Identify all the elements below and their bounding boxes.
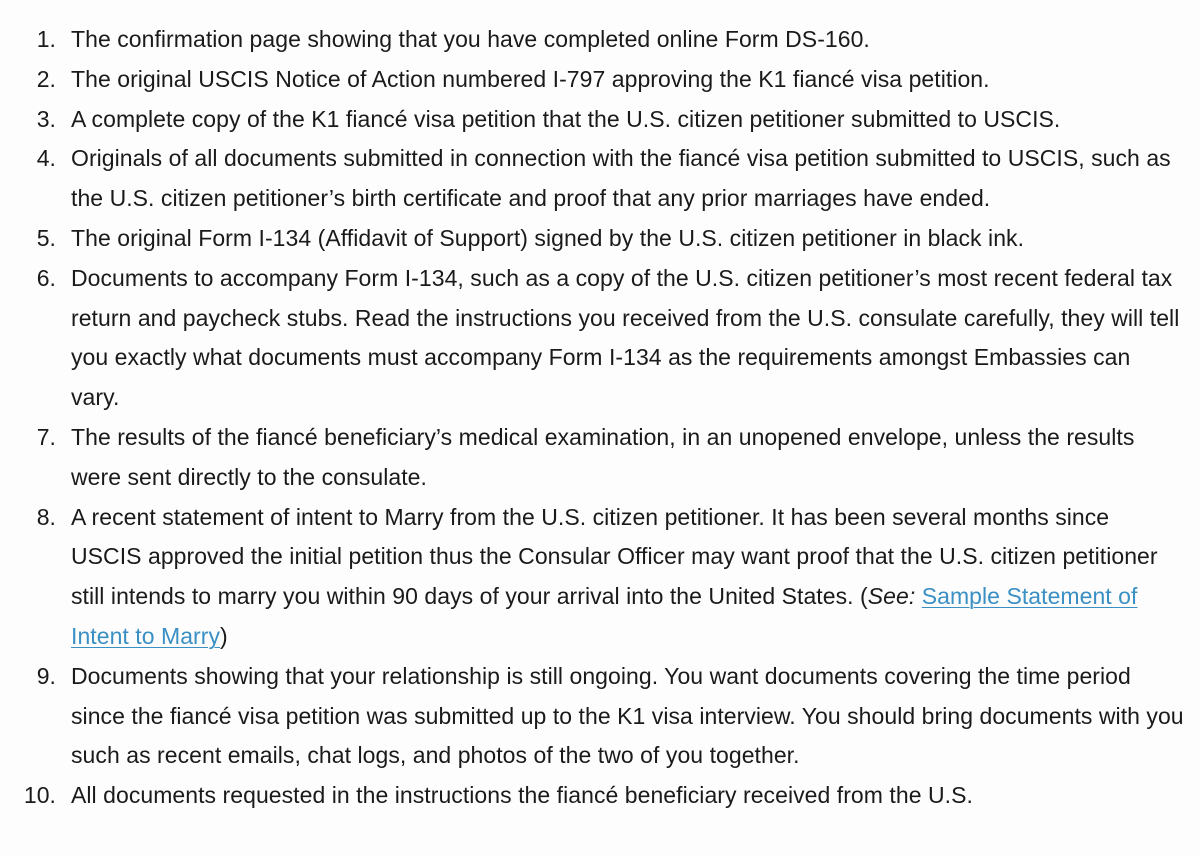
list-item-text: Documents to accompany Form I-134, such as a copy of the U.S. citizen petitioner’s most recent federal tax return and paycheck stubs. Read the instructions you received from the U.S. consulate carefully, they will tell you exactly what documents must accompany Form I-134 as the requirements amongst Embassies can vary.	[71, 264, 1180, 411]
list-item	[0, 259, 1200, 418]
list-item	[0, 219, 1200, 259]
sample-statement-link[interactable]: Sample Statement of Intent to Marry	[71, 583, 1138, 649]
list-item-number: 3.	[36, 105, 56, 132]
list-item-number: 8.	[36, 503, 56, 530]
list-item-text: All documents requested in the instructions the fiancé beneficiary received from the U.S.	[71, 782, 973, 809]
list-item	[0, 418, 1200, 498]
see-close-paren: )	[220, 622, 228, 649]
list-item-number: 7.	[36, 423, 56, 450]
list-item	[0, 657, 1200, 776]
list-item-number: 10.	[23, 782, 56, 809]
list-item-text: The results of the fiancé beneficiary’s medical examination, in an unopened envelope, unless the results were sent directly to the consulate.	[71, 423, 1135, 490]
list-item	[0, 498, 1200, 657]
list-item	[0, 139, 1200, 219]
list-item	[0, 60, 1200, 100]
see-open-paren: (	[860, 583, 868, 610]
list-item	[0, 776, 1200, 816]
list-item-number: 6.	[36, 264, 56, 291]
list-item-text: The original Form I-134 (Affidavit of Support) signed by the U.S. citizen petitioner in black ink.	[71, 224, 1025, 251]
list-item	[0, 100, 1200, 140]
list-item-text: The original USCIS Notice of Action numbered I-797 approving the K1 fiancé visa petition.	[71, 65, 990, 92]
document-list	[0, 20, 1200, 816]
list-item-number: 4.	[36, 145, 56, 172]
list-item-text: A complete copy of the K1 fiancé visa petition that the U.S. citizen petitioner submitted to USCIS.	[71, 105, 1061, 132]
list-item-number: 5.	[36, 224, 56, 251]
list-item-text: Originals of all documents submitted in connection with the fiancé visa petition submitted to USCIS, such as the U.S. citizen petitioner’s birth certificate and proof that any prior marriages have ended.	[71, 145, 1171, 212]
list-item-number: 1.	[36, 26, 56, 52]
list-item-text: Documents showing that your relationship is still ongoing. You want documents covering the time period since the fiancé visa petition was submitted up to the K1 visa interview. You should bring documents with you such as recent emails, chat logs, and photos of the two of you together.	[71, 662, 1184, 769]
list-item-text: A recent statement of intent to Marry from the U.S. citizen petitioner. It has been several months since USCIS approved the initial petition thus the Consular Officer may want proof that the U.S. citizen petitioner still intends to marry you within 90 days of your arrival into the United States.	[71, 503, 1158, 610]
list-item-text: The confirmation page showing that you have completed online Form DS-160.	[71, 26, 870, 52]
see-label: See:	[867, 583, 916, 610]
list-item-number: 2.	[36, 65, 56, 92]
list-item	[0, 20, 1200, 60]
list-item-number: 9.	[36, 662, 56, 689]
